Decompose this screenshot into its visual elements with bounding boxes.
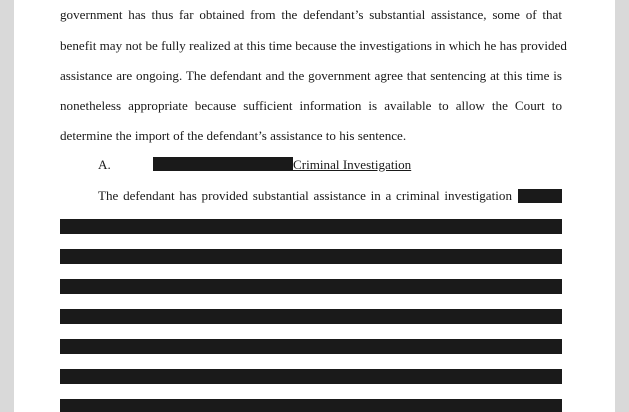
document-page: [14, 0, 615, 412]
next-paragraph-text: The defendant has provided substantial assistance in a criminal investigation: [98, 188, 512, 203]
paragraph-line-2: benefit may not be fully realized at this time because the investigations in which he has provided: [60, 38, 567, 53]
redaction-bar: [60, 339, 562, 354]
redaction-bar: [60, 219, 562, 234]
redaction-bar: [60, 249, 562, 264]
paragraph-line-1: government has thus far obtained from the defendant’s substantial assistance, some of that: [60, 7, 562, 22]
section-heading: [98, 157, 498, 173]
paragraph-line-4: nonetheless appropriate because sufficient information is available to allow the Court to: [60, 98, 562, 113]
viewer-left-margin: [0, 0, 14, 412]
redaction-block: [153, 157, 293, 171]
redaction-bar: [60, 309, 562, 324]
viewer-right-margin: [615, 0, 629, 412]
redaction-bar: [60, 279, 562, 294]
section-title: Criminal Investigation: [293, 157, 412, 172]
redaction-block: [518, 189, 562, 203]
paragraph-line-3: assistance are ongoing. The defendant and the government agree that sentencing at this time is: [60, 68, 562, 83]
redaction-bar: [60, 399, 562, 412]
redaction-bar: [60, 369, 562, 384]
next-paragraph-first-line: [98, 188, 562, 204]
paragraph-line-5: determine the import of the defendant’s assistance to his sentence.: [60, 128, 407, 143]
section-letter: A.: [98, 157, 111, 172]
